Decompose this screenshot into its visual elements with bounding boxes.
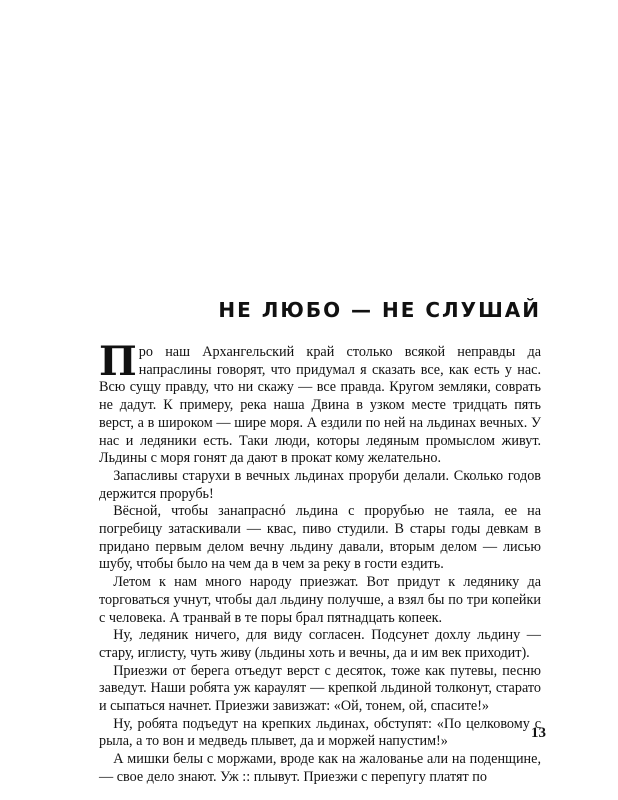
paragraph: Приезжи от берега отъедут верст с десяток, тоже как путевы, песню заведут. Наши робята уж караулят — крепкой льдиной толконут, старато и сыпаться начнет. Приезжи завизжат: «Ой, тонем, ой, спасите!» [99,662,541,715]
page-number: 13 [531,725,546,741]
paragraph: Летом к нам много народу приезжат. Вот придут к ледянику да торговаться учнут, чтобы дал льдину получше, а взял бы по три копейки с человека. А транвай в те поры брал пятнадцать копеек. [99,574,541,626]
paragraph-first [99,338,541,468]
paragraph-first-text: ро наш Архангельский край столько всякой неправды да напраслины говорят, что придумал я сказать все, как есть у нас. Всю сущу правду, что ни скажу — все правда. Кругом земляки, соврать не дадут. К примеру, река наша Двина в узком месте тридцать пять верст, а в широком — шире моря. А ездили по ней на льдинах вечных. У нас и ледяники есть. Таки люди, которы ледяным промыслом живут. Льдины с моря гонят да дают в прокат кому желательно. [99,344,541,467]
drop-cap: П [99,338,137,385]
chapter-title: НЕ ЛЮБО — НЕ СЛУШАЙ [218,298,541,322]
paragraph: А мишки белы с моржами, вроде как на жалованье али на поденщине,— свое дело знают. Уж :: плывут. Приезжи с перепугу платят по [99,751,541,785]
paragraph: Ну, ледяник ничего, для виду согласен. Подсунет дохлу льдину — стару, иглисту, чуть живу (льдины хоть и вечны, да и им век приходит). [99,627,541,661]
paragraph: Вёсной, чтобы занапраснó льдина с прорубью не таяла, ее на погребицу затаскивали — квас, пиво студили. В стары годы девкам в придано первым делом вечну льдину давали, вторым делом — лисью шубу, чтобы было на чем да в чем за реку в гости ездить. [99,503,541,573]
paragraph: Ну, робята подъедут на крепких льдинах, обступят: «По целковому с рыла, а то вон и медведь плывет, да и моржей напустим!» [99,715,541,750]
paragraph: Запасливы старухи в вечных льдинах проруби делали. Сколько годов держится прорубь! [99,467,541,502]
chapter-body [99,338,541,787]
